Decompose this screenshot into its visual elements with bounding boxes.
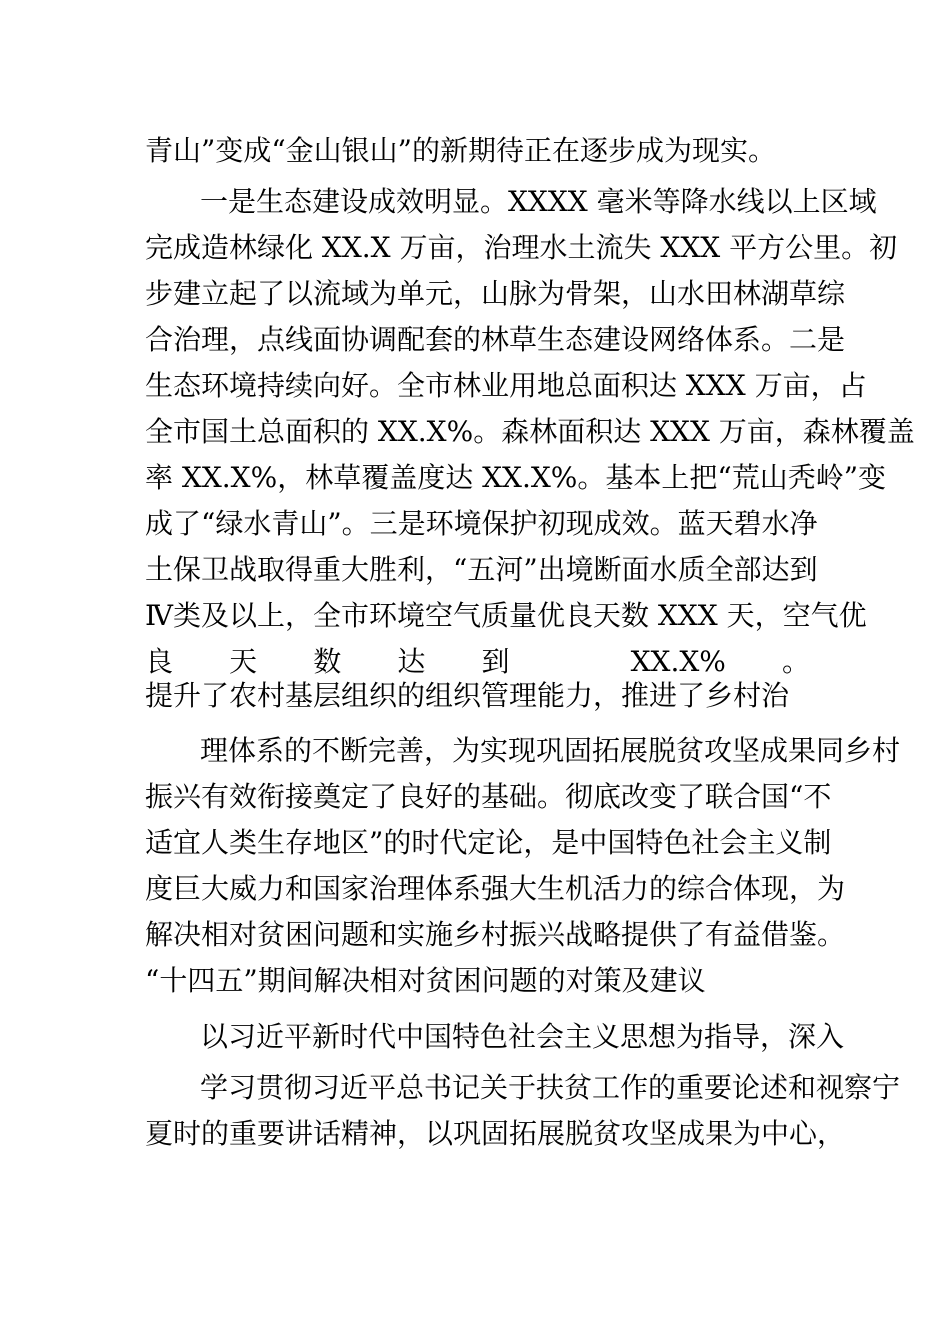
text-line: 解决相对贫困问题和实施乡村振兴战略提供了有益借鉴。 [145,918,846,951]
text-line: 振兴有效衔接奠定了良好的基础。彻底改变了联合国“不 [145,780,832,813]
text-line: 全市国土总面积的 XX.X%。森林面积达 XXX 万亩，森林覆盖 [145,415,915,448]
paragraph-first-line: 理体系的不断完善，为实现巩固拓展脱贫攻坚成果同乡村 [200,734,901,767]
paragraph-first-line: 学习贯彻习近平总书记关于扶贫工作的重要论述和视察宁 [200,1071,901,1104]
text-line: 成了“绿水青山”。三是环境保护初现成效。蓝天碧水净 [145,507,818,540]
section-heading: 以习近平新时代中国特色社会主义思想为指导，深入 [200,1020,845,1053]
text-line: 青山”变成“金山银山”的新期待正在逐步成为现实。 [145,134,776,167]
text-line: Ⅳ类及以上，全市环境空气质量优良天数 XXX 天，空气优 [145,599,867,632]
text-line: 率 XX.X%，林草覆盖度达 XX.X%。基本上把“荒山秃岭”变 [145,461,887,494]
text-line: 良天数达到 XX.X%。 [145,645,810,678]
text-line: 步建立起了以流域为单元，山脉为骨架，山水田林湖草综 [145,277,846,310]
text-line: 完成造林绿化 XX.X 万亩，治理水土流失 XXX 平方公里。初 [145,231,898,264]
text-line: 合治理，点线面协调配套的林草生态建设网络体系。二是 [145,323,846,356]
text-line: 土保卫战取得重大胜利，“五河”出境断面水质全部达到 [145,553,818,586]
text-line: “十四五”期间解决相对贫困问题的对策及建议 [145,964,706,997]
text-line: 生态环境持续向好。全市林业用地总面积达 XXX 万亩，占 [145,369,867,402]
paragraph-first-line: 一是生态建设成效明显。XXXX 毫米等降水线以上区域 [200,185,877,218]
text-line: 适宜人类生存地区”的时代定论，是中国特色社会主义制 [145,826,832,859]
text-line: 度巨大威力和国家治理体系强大生机活力的综合体现，为 [145,872,846,905]
text-line [145,1162,810,1198]
text-line: 提升了农村基层组织的组织管理能力，推进了乡村治 [145,679,790,712]
text-line: 夏时的重要讲话精神，以巩固拓展脱贫攻坚成果为中心， [145,1117,846,1150]
